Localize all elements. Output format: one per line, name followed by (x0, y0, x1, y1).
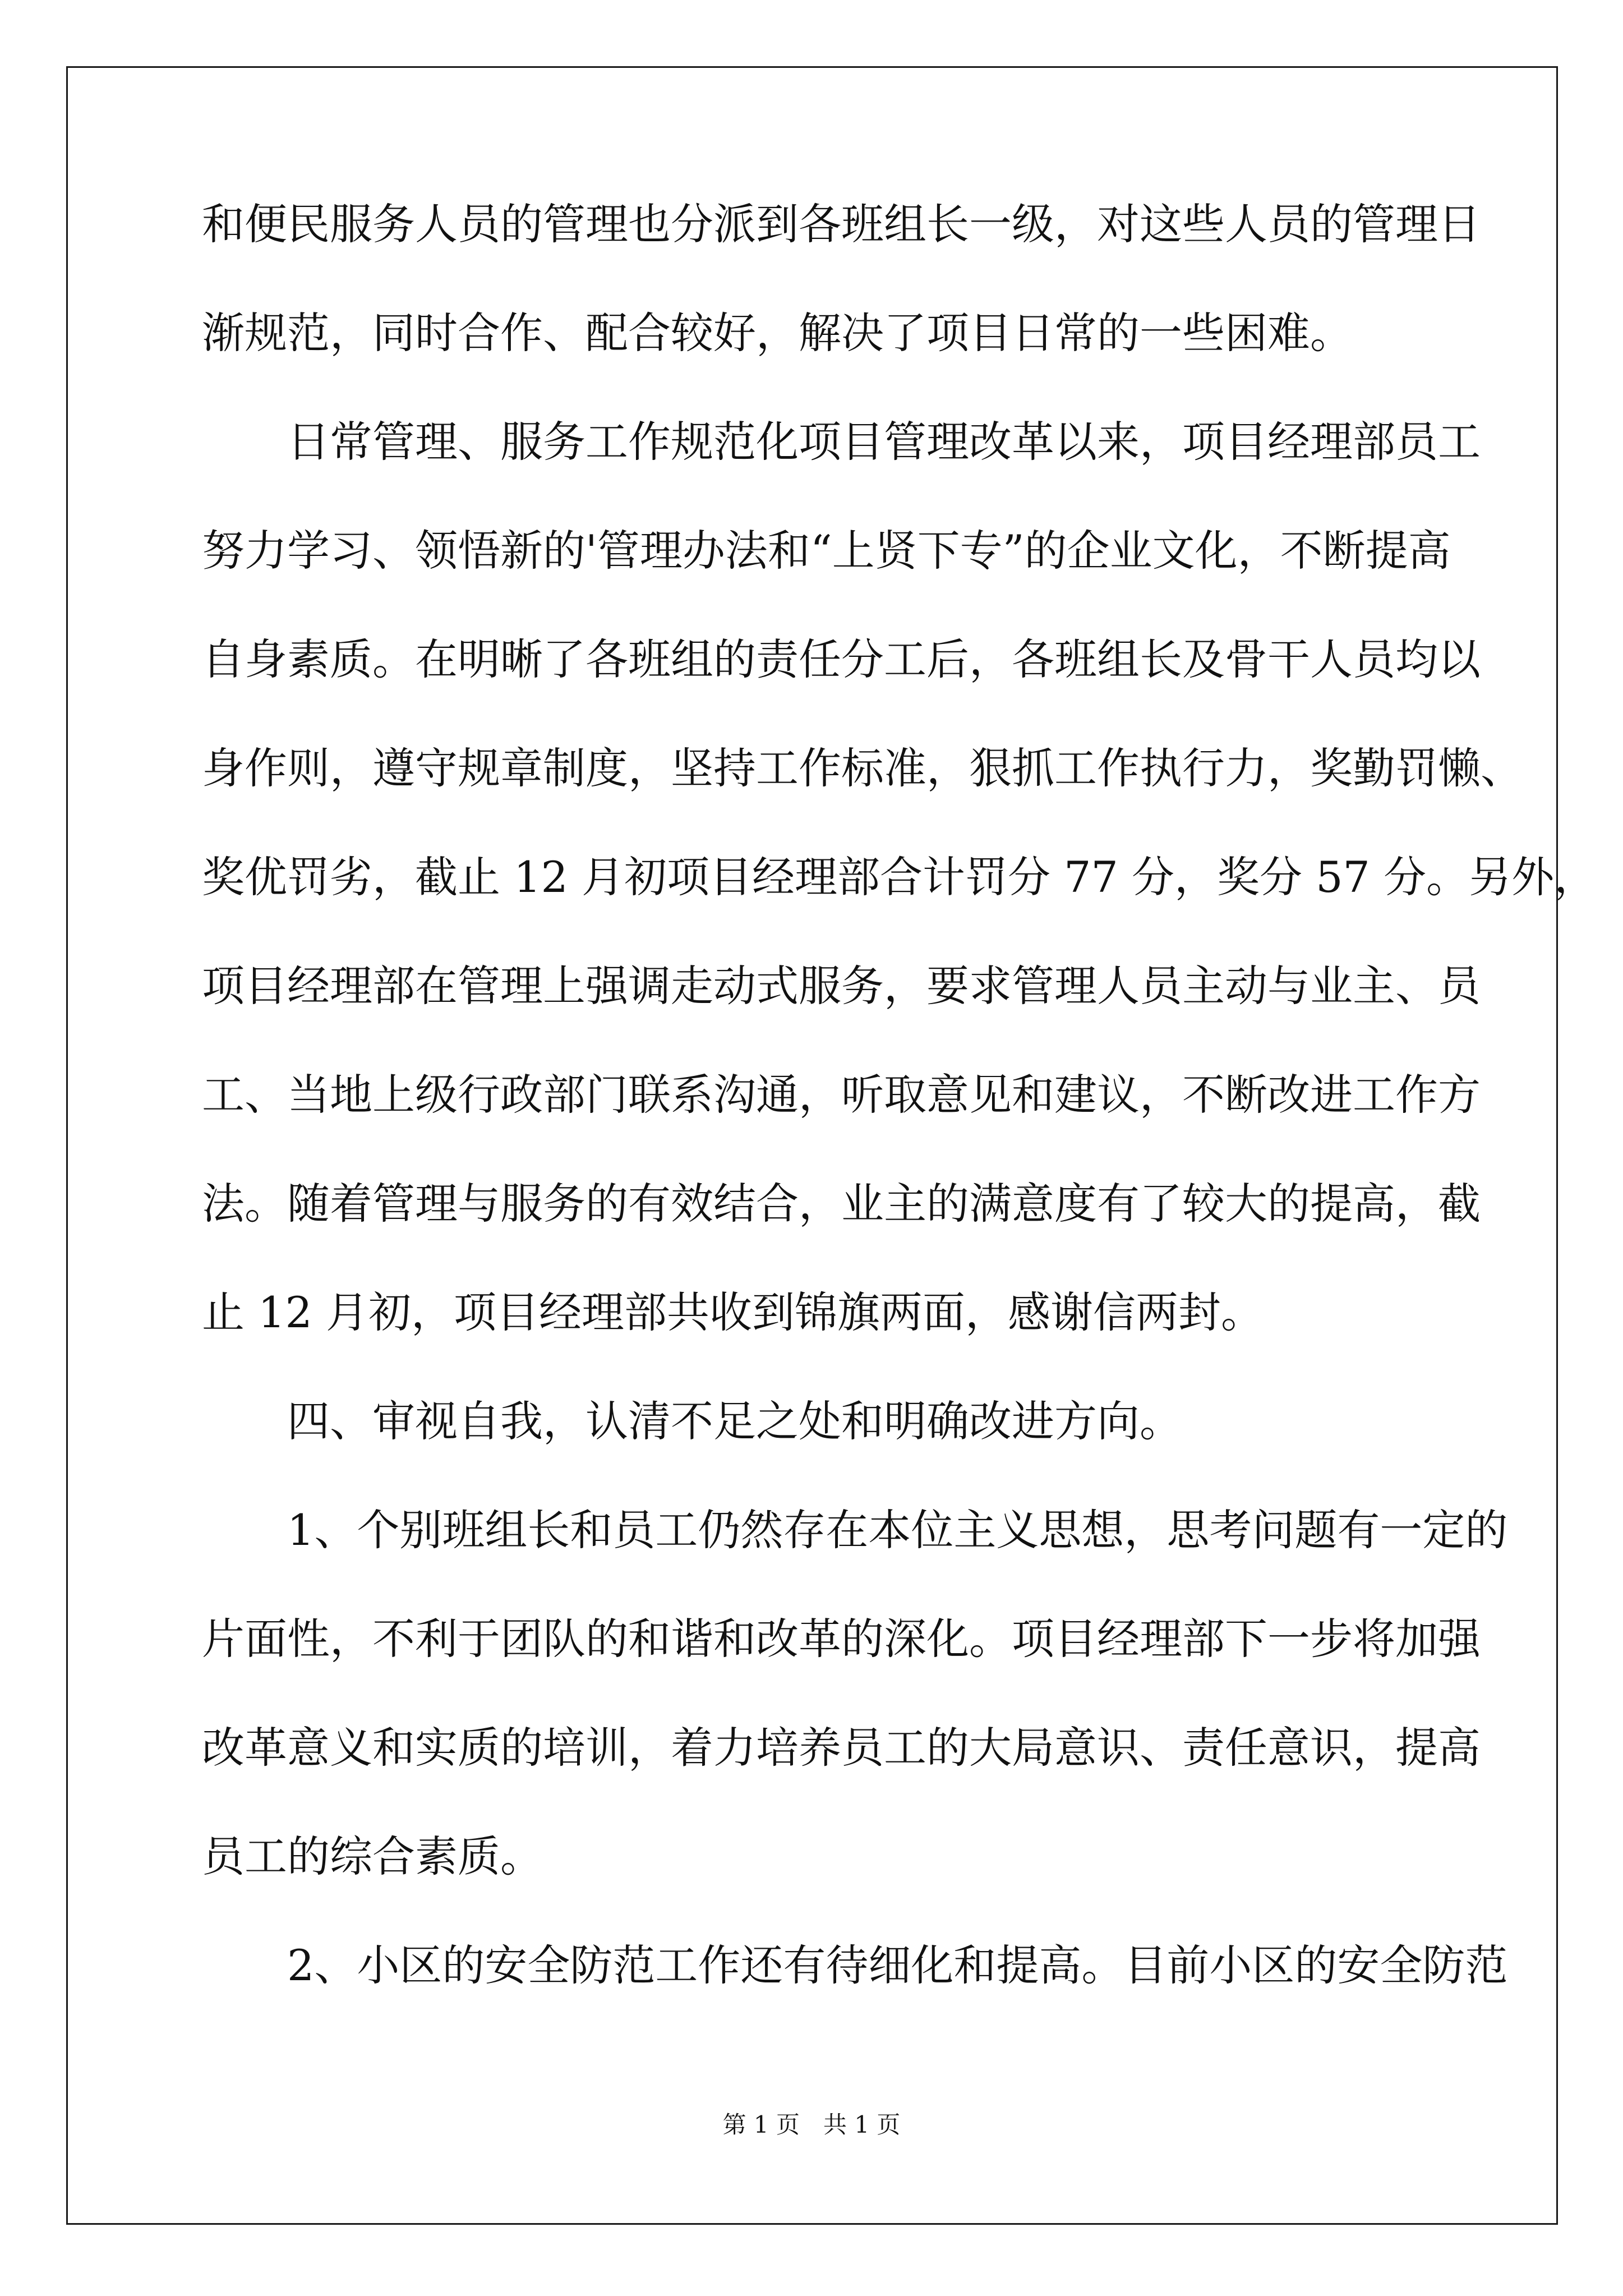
text-line: 工、当地上级行政部门联系沟通，听取意见和建议，不断改进工作方 (202, 1070, 1481, 1120)
text-line: 法。随着管理与服务的有效结合，业主的满意度有了较大的提高，截 (202, 1179, 1481, 1228)
text-line: 片面性，不利于团队的和谐和改革的深化。项目经理部下一步将加强 (202, 1614, 1481, 1664)
text-line: 2、小区的安全防范工作还有待细化和提高。目前小区的安全防范 (287, 1940, 1508, 1990)
page-number-footer: 第 1 页 共 1 页 (722, 2111, 901, 2138)
text-line: 奖优罚劣，截止 12 月初项目经理部合计罚分 77 分，奖分 57 分。另外， (202, 852, 1597, 902)
text-line: 努力学习、领悟新的'管理办法和“上贤下专”的企业文化，不断提高 (202, 526, 1451, 576)
text-line: 自身素质。在明晰了各班组的责任分工后，各班组长及骨干人员均以 (202, 634, 1481, 684)
text-line: 渐规范，同时合作、配合较好，解决了项目日常的一些困难。 (202, 308, 1353, 358)
text-line: 项目经理部在管理上强调走动式服务，要求管理人员主动与业主、员 (202, 961, 1481, 1011)
text-line: 身作则，遵守规章制度，坚持工作标准，狠抓工作执行力，奖勤罚懒、 (202, 743, 1523, 793)
text-line: 四、审视自我，认清不足之处和明确改进方向。 (287, 1396, 1182, 1446)
text-line: 改革意义和实质的培训，着力培养员工的大局意识、责任意识，提高 (202, 1723, 1481, 1773)
text-line: 日常管理、服务工作规范化项目管理改革以来，项目经理部员工 (287, 417, 1481, 467)
text-line: 和便民服务人员的管理也分派到各班组长一级，对这些人员的管理日 (202, 199, 1481, 249)
text-line: 员工的综合素质。 (202, 1832, 543, 1881)
text-line: 1、个别班组长和员工仍然存在本位主义思想，思考问题有一定的 (287, 1505, 1508, 1555)
text-line: 止 12 月初，项目经理部共收到锦旗两面，感谢信两封。 (202, 1287, 1264, 1337)
document-body (202, 199, 1597, 2053)
